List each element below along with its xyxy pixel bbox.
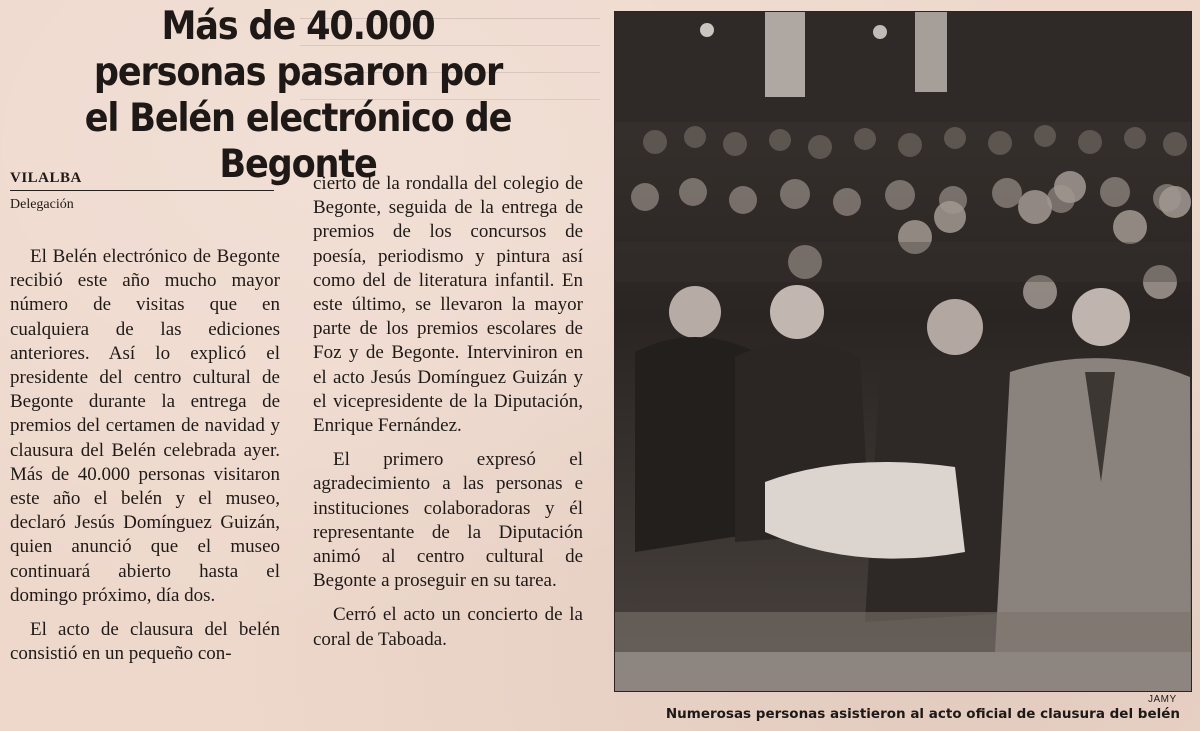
article-column-2 [313, 172, 583, 662]
audience-photo [614, 11, 1192, 692]
paragraph: cierto de la rondalla del colegio de Begonte, seguida de la entrega de premios de los concursos de poesía, periodismo y pintura así como del de literatura infantil. En este último, se llevaron la mayor parte de los premios escolares de Foz y de Begonte. Interviniron en el acto Jesús Domínguez Guizán y el vicepresidente de la Diputación, Enrique Fernández. [313, 173, 583, 437]
byline-department: Delegación [10, 197, 74, 212]
paragraph: El acto de clausura del belén consistió en un pequeño con- [10, 619, 280, 665]
paragraph: El Belén electrónico de Begonte recibió este año mucho mayor número de visitas que en cualquiera de las ediciones anteriores. Así lo explicó el presidente del centro cultural de Begonte durante la entrega de premios del certamen de navidad y clausura del Belén celebrada ayer. Más de 40.000 personas visitaron este año el belén y el museo, declaró Jesús Domínguez Guizán, quien anunció que el museo continuará abierto hasta el domingo próximo, día dos. [10, 246, 280, 606]
article-column-1 [10, 245, 280, 676]
photo-illustration [615, 12, 1191, 691]
photo-caption: Numerosas personas asistieron al acto oficial de clausura del belén [665, 706, 1180, 722]
dateline-location: VILALBA [10, 170, 274, 191]
byline [10, 170, 274, 213]
paragraph: Cerró el acto un concierto de la coral de Taboada. [313, 604, 583, 650]
paragraph: El primero expresó el agradecimiento a las personas e instituciones colaboradoras y él representante de la Diputación animó al centro cultural de Begonte a proseguir en su tarea. [313, 449, 583, 592]
article-headline: Más de 40.000 personas pasaron por el Belén electrónico de Begonte [84, 4, 512, 187]
photo-credit: JAMY [1148, 694, 1177, 705]
